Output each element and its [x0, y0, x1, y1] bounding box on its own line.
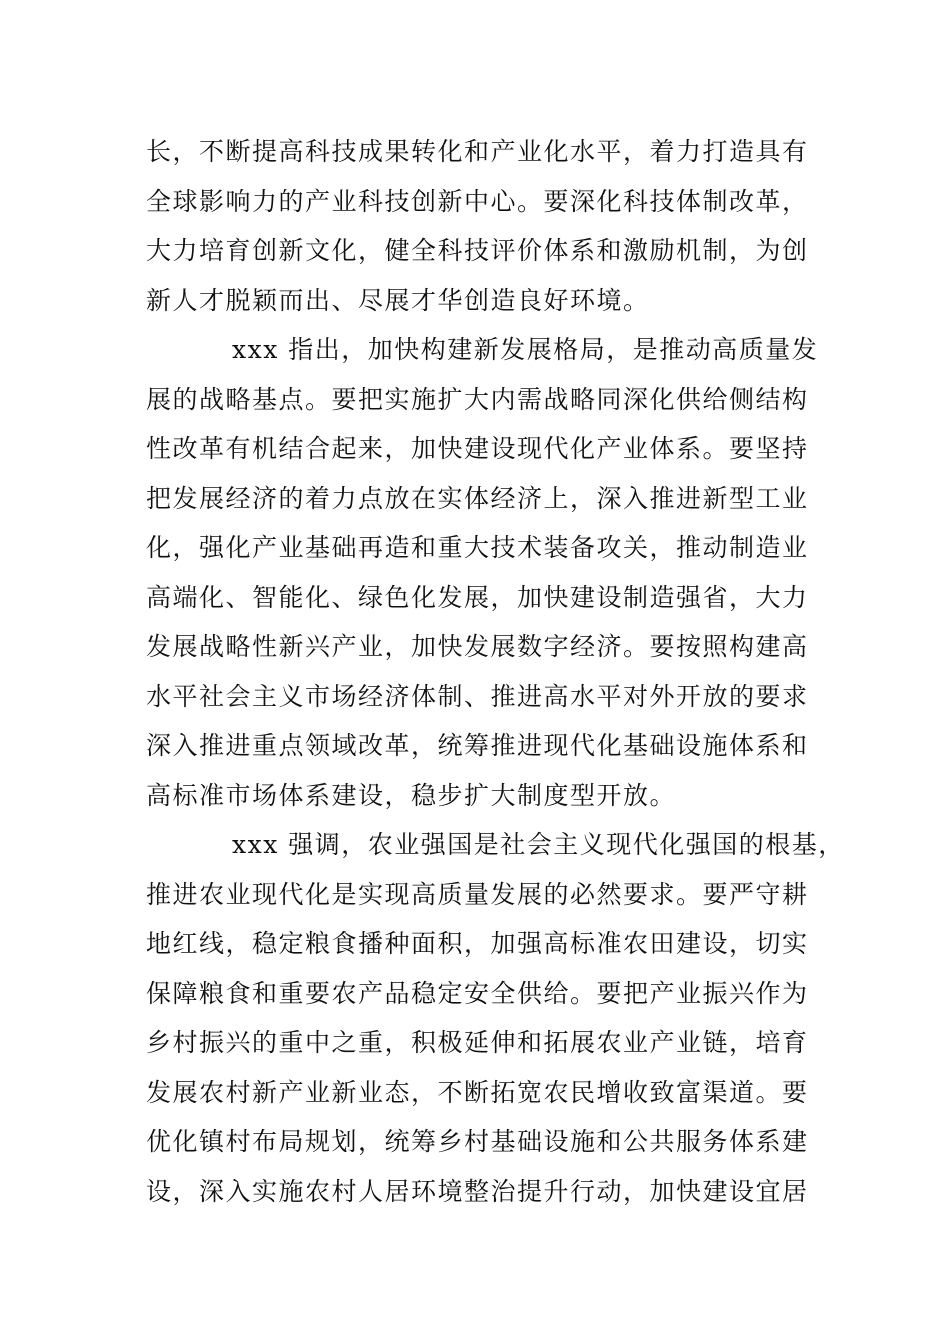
- text-line: 高标准市场体系建设，稳步扩大制度型开放。: [146, 780, 677, 810]
- text-line: 高端化、智能化、绿色化发展，加快建设制造强省，大力: [146, 582, 809, 612]
- text-line: 设，深入实施农村人居环境整治提升行动，加快建设宜居: [146, 1176, 809, 1206]
- paragraph-3: [146, 820, 845, 1216]
- paragraph-2: [146, 325, 836, 820]
- text-line: 长，不断提高科技成果转化和产业化水平，着力打造具有: [146, 137, 809, 166]
- text-line: 推进农业现代化是实现高质量发展的必然要求。要严守耕: [146, 879, 809, 909]
- text-line: 地红线，稳定粮食播种面积，加强高标准农田建设，切实: [146, 929, 809, 958]
- body-text: [146, 127, 845, 1216]
- text-line: 发展农村新产业新业态，不断拓宽农民增收致富渠道。要: [146, 1077, 809, 1107]
- text-line: 发展战略性新兴产业，加快发展数字经济。要按照构建高: [146, 632, 809, 661]
- text-line: 大力培育创新文化，健全科技评价体系和激励机制，为创: [146, 236, 809, 265]
- text-line: 全球影响力的产业科技创新中心。要深化科技体制改革，: [146, 186, 809, 216]
- text-line: 把发展经济的着力点放在实体经济上，深入推进新型工业: [146, 483, 809, 513]
- text-line: 优化镇村布局规划，统筹乡村基础设施和公共服务体系建: [146, 1127, 809, 1156]
- text-line: xxx 强调，农业强国是社会主义现代化强国的根基，: [232, 830, 845, 859]
- paragraph-1: [146, 127, 836, 325]
- text-line: 化，强化产业基础再造和重大技术装备攻关，推动制造业: [146, 533, 809, 562]
- text-line: 深入推进重点领域改革，统筹推进现代化基础设施体系和: [146, 731, 809, 760]
- text-line: 保障粮食和重要农产品稳定安全供给。要把产业振兴作为: [146, 978, 809, 1008]
- text-line: 乡村振兴的重中之重，积极延伸和拓展农业产业链，培育: [146, 1028, 809, 1057]
- text-line: 水平社会主义市场经济体制、推进高水平对外开放的要求: [146, 681, 809, 711]
- text-line: 性改革有机结合起来，加快建设现代化产业体系。要坚持: [146, 434, 809, 463]
- text-line: xxx 指出，加快构建新发展格局，是推动高质量发: [232, 335, 819, 364]
- text-line: 新人才脱颖而出、尽展才华创造良好环境。: [146, 285, 650, 315]
- text-line: 展的战略基点。要把实施扩大内需战略同深化供给侧结构: [146, 384, 809, 414]
